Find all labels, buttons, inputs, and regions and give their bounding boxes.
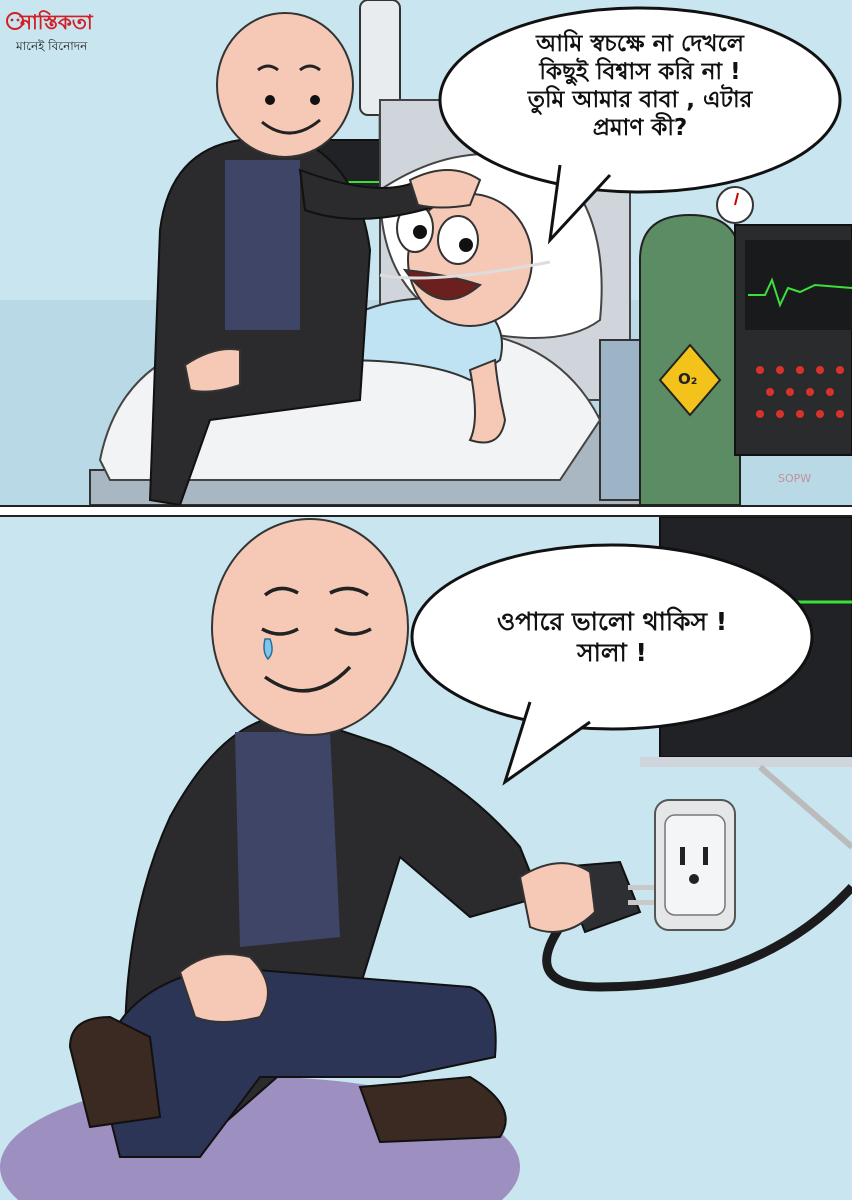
artist-watermark: SOPW — [778, 472, 812, 485]
speech-1-line-4: প্রমাণ কী? — [592, 115, 688, 142]
socket-plate — [665, 815, 725, 915]
father-shirt-2 — [235, 732, 340, 947]
father-head — [217, 13, 353, 157]
father-head-2 — [212, 519, 408, 735]
father-left-eye — [265, 95, 275, 105]
socket-slot-right — [703, 847, 708, 865]
speech-1-line-1: আমি স্বচক্ষে না দেখলে — [536, 31, 744, 57]
site-logo — [6, 6, 110, 58]
panel-hospital-bed — [0, 0, 852, 505]
oxygen-tank-label: O₂ — [678, 370, 698, 388]
plug-prong-1 — [628, 885, 654, 890]
father-hand-on-knee — [180, 954, 268, 1022]
socket-ground-hole — [689, 874, 699, 884]
socket-slot-left — [680, 847, 685, 865]
father-shoe-front — [360, 1077, 506, 1142]
iv-bag — [360, 0, 400, 115]
father-hand-holding-plug — [520, 863, 595, 932]
logo-tagline: মানেই বিনোদন — [16, 39, 88, 53]
speech-text-2 — [432, 607, 792, 668]
speech-2-line-2: সালা ! — [577, 637, 647, 667]
speech-1-line-2: কিছুই বিশ্বাস করি না ! — [539, 59, 741, 86]
patient-right-eye — [438, 216, 478, 264]
patient-left-pupil — [413, 225, 427, 239]
monitor-shelf — [640, 757, 852, 767]
teardrop — [264, 639, 272, 659]
father-hand-on-head — [410, 170, 480, 208]
plug-prong-2 — [628, 900, 654, 905]
speech-text-1 — [470, 30, 810, 142]
panel-divider — [0, 505, 852, 517]
speech-2-line-1: ওপারে ভালো থাকিস ! — [496, 607, 728, 636]
patient-right-pupil — [459, 238, 473, 252]
panel-unplug — [0, 517, 852, 1200]
father-right-eye — [310, 95, 320, 105]
logo-title: নাস্তিকতা — [20, 10, 93, 34]
speech-1-line-3: তুমি আমার বাবা , এটার — [527, 87, 753, 114]
bed-side — [600, 340, 640, 500]
father-shirt — [225, 160, 300, 330]
vitals-screen — [745, 240, 852, 330]
